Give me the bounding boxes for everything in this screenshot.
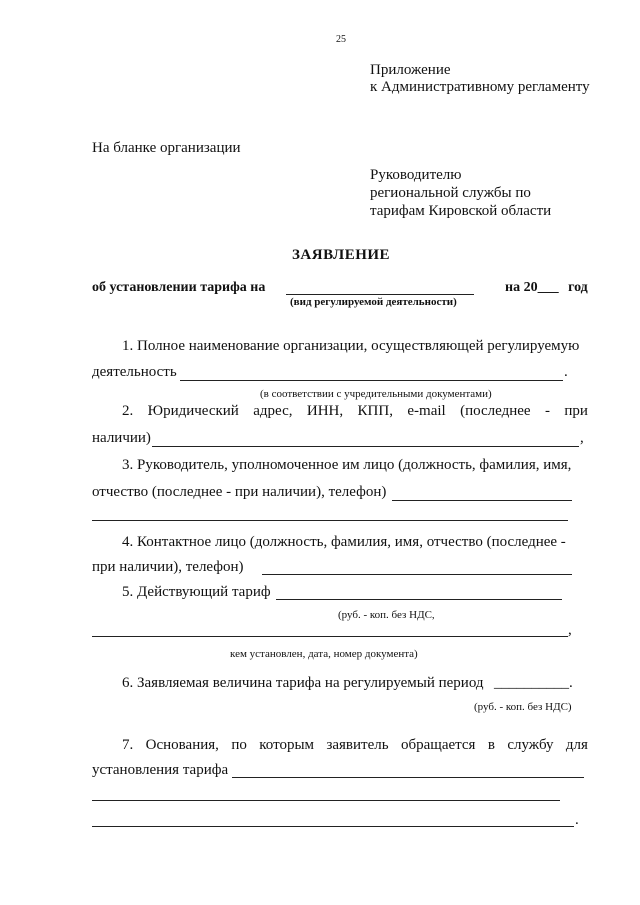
item-7-word: которым bbox=[259, 737, 315, 753]
item-2-word: КПП, bbox=[357, 403, 393, 419]
year-field[interactable] bbox=[505, 280, 588, 296]
item-2-line-1 bbox=[122, 403, 588, 420]
item-7-word: службу bbox=[507, 737, 554, 753]
item-3-label: отчество (последнее - при наличии), телефон) bbox=[92, 484, 387, 500]
item-6-label: 6. Заявляемая величина тарифа на регулируемый период bbox=[122, 675, 484, 691]
item-7-word: 7. bbox=[122, 737, 134, 753]
item-1-line-1: 1. Полное наименование организации, осуществляющей регулируемую bbox=[122, 338, 580, 354]
item-2-word: 2. bbox=[122, 403, 134, 419]
item-1-field-line[interactable] bbox=[180, 380, 563, 381]
item-2-end: , bbox=[580, 430, 584, 446]
item-5-field-line[interactable] bbox=[276, 599, 562, 600]
item-5-extra-line[interactable] bbox=[92, 636, 568, 637]
item-4-label: при наличии), телефон) bbox=[92, 559, 244, 575]
item-2-word: Юридический bbox=[147, 403, 239, 419]
addressee-line-2: региональной службы по bbox=[370, 185, 531, 201]
item-3-extra-line[interactable] bbox=[92, 520, 568, 521]
item-7-extra-line-2[interactable] bbox=[92, 826, 574, 827]
item-5-label: 5. Действующий тариф bbox=[122, 584, 271, 600]
year-suffix: год bbox=[568, 280, 588, 295]
subtitle-text: об установлении тарифа на bbox=[92, 280, 266, 295]
page-number: 25 bbox=[336, 34, 346, 45]
item-7-field-line[interactable] bbox=[232, 777, 584, 778]
item-7-word: Основания, bbox=[145, 737, 219, 753]
item-6-field[interactable] bbox=[494, 675, 573, 692]
item-7-line-1 bbox=[122, 737, 588, 754]
item-7-end: . bbox=[575, 812, 579, 828]
item-2-label: наличии) bbox=[92, 430, 151, 446]
item-1-label: деятельность bbox=[92, 364, 177, 380]
item-4-field-line[interactable] bbox=[262, 574, 572, 575]
addressee-line-3: тарифам Кировской области bbox=[370, 203, 552, 219]
item-7-word: в bbox=[487, 737, 495, 753]
document-title: ЗАЯВЛЕНИЕ bbox=[292, 247, 391, 263]
item-6-hint: (руб. - коп. без НДС) bbox=[474, 701, 572, 713]
letterhead-note: На бланке организации bbox=[92, 140, 241, 156]
year-prefix: на 20 bbox=[505, 280, 538, 295]
item-1-end: . bbox=[564, 364, 568, 380]
item-1-hint: (в соответствии с учредительными документами) bbox=[260, 388, 492, 400]
item-5-hint-2: кем установлен, дата, номер документа) bbox=[230, 648, 418, 660]
item-7-extra-line-1[interactable] bbox=[92, 800, 560, 801]
appendix-line-1: Приложение bbox=[370, 62, 451, 78]
item-4-line-1: 4. Контактное лицо (должность, фамилия, имя, отчество (последнее - bbox=[122, 534, 566, 550]
item-5-end: , bbox=[568, 622, 572, 638]
item-3-line-1: 3. Руководитель, уполномоченное им лицо (должность, фамилия, имя, bbox=[122, 457, 572, 473]
item-6-blank: __________ bbox=[494, 675, 569, 691]
item-2-word: ИНН, bbox=[306, 403, 344, 419]
appendix-block bbox=[370, 62, 590, 96]
item-6-end: . bbox=[569, 675, 573, 691]
item-2-field-line[interactable] bbox=[152, 446, 579, 447]
item-7-word: заявитель bbox=[326, 737, 389, 753]
addressee-block bbox=[370, 166, 551, 220]
item-7-word: для bbox=[565, 737, 588, 753]
item-2-word: (последнее bbox=[460, 403, 531, 419]
item-2-word: при bbox=[564, 403, 588, 419]
item-2-word: адрес, bbox=[253, 403, 293, 419]
item-3-field-line[interactable] bbox=[392, 500, 572, 501]
addressee-line-1: Руководителю bbox=[370, 167, 462, 183]
item-7-word: по bbox=[231, 737, 247, 753]
item-7-word: обращается bbox=[400, 737, 476, 753]
item-5-hint-1: (руб. - коп. без НДС, bbox=[338, 609, 435, 621]
item-7-label: установления тарифа bbox=[92, 762, 229, 778]
appendix-line-2: к Административному регламенту bbox=[370, 79, 590, 95]
item-2-word: - bbox=[545, 403, 550, 419]
activity-type-hint: (вид регулируемой деятельности) bbox=[290, 296, 457, 308]
year-blank: ___ bbox=[537, 280, 559, 295]
activity-type-line[interactable] bbox=[286, 294, 474, 295]
item-2-word: e-mail bbox=[407, 403, 446, 419]
